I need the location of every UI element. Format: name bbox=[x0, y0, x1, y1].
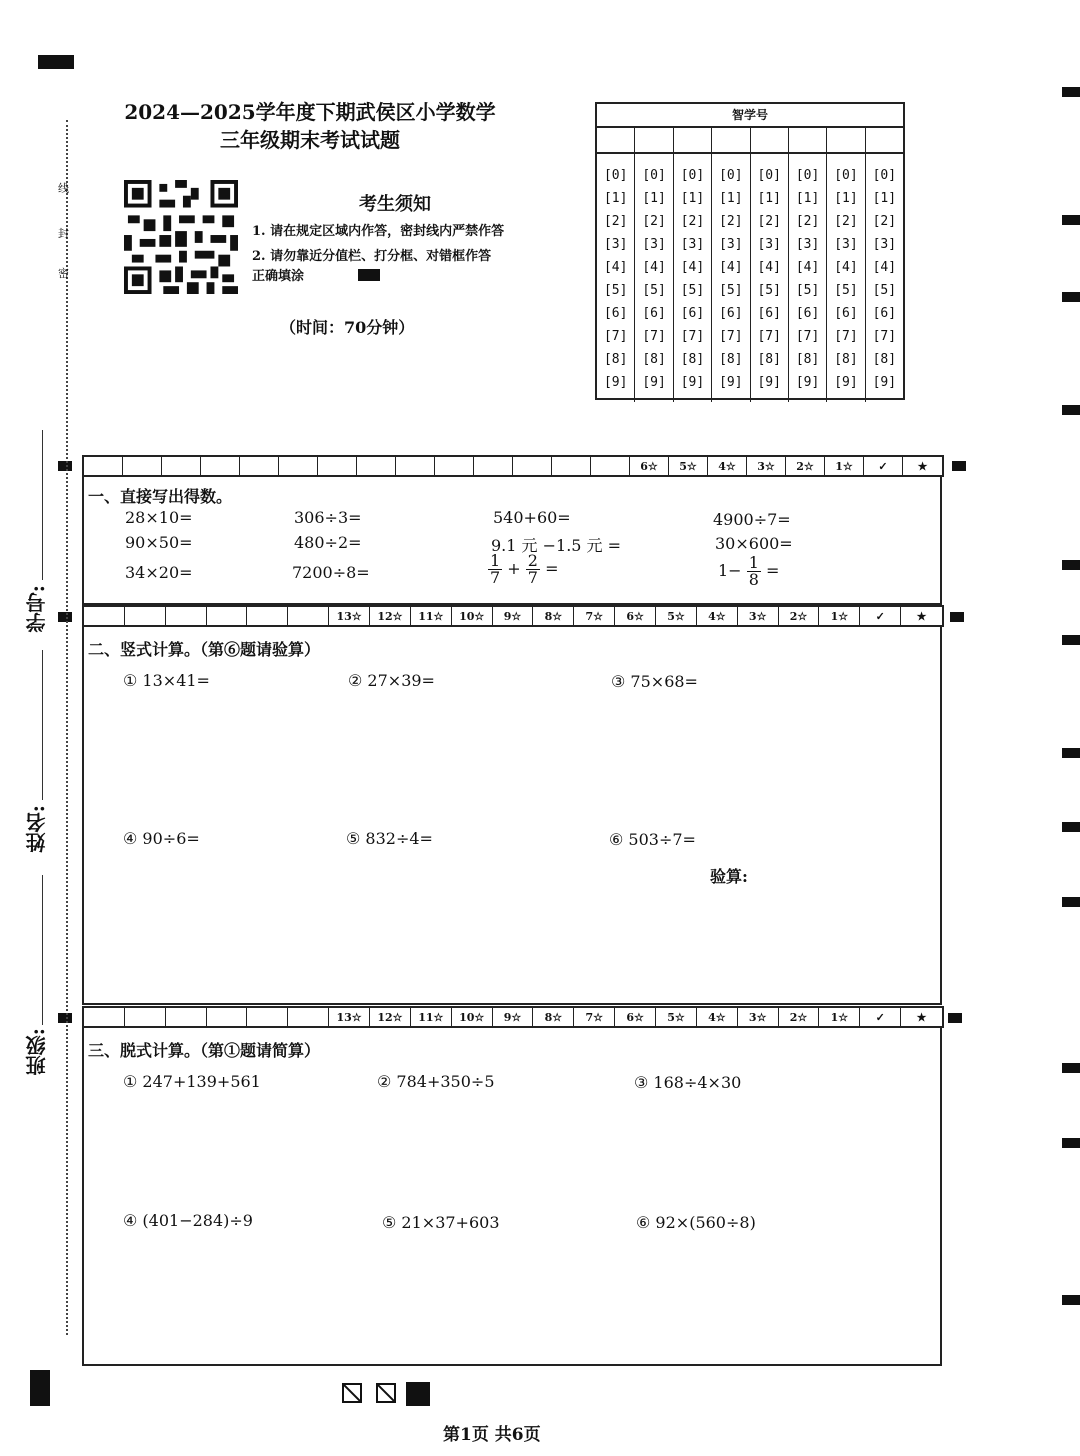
id-digit-bubble[interactable]: [5] bbox=[872, 283, 897, 298]
id-digit-bubble[interactable]: [5] bbox=[834, 283, 858, 298]
question-item: 30×600= bbox=[715, 534, 793, 553]
notice-item: 正确填涂 bbox=[252, 269, 305, 284]
question-item: ③ 75×68= bbox=[611, 672, 698, 691]
score-blank-cell bbox=[396, 457, 435, 475]
score-bar bbox=[82, 1006, 944, 1028]
notice-item: 1. 请在规定区域内作答，密封线内严禁作答 bbox=[252, 224, 505, 239]
score-blank-cell bbox=[207, 1008, 248, 1026]
id-digit-bubble[interactable]: [7] bbox=[719, 329, 743, 344]
id-grid-title: 智学号 bbox=[597, 104, 903, 128]
id-digit-bubble[interactable]: [2] bbox=[603, 214, 628, 229]
score-option-cell[interactable]: 13☆ bbox=[329, 607, 370, 625]
id-digit-bubble[interactable]: [2] bbox=[872, 214, 897, 229]
id-digit-bubble[interactable]: [3] bbox=[603, 237, 628, 252]
id-digit-bubble[interactable]: [4] bbox=[834, 260, 858, 275]
score-option-cell[interactable]: 4☆ bbox=[697, 1008, 738, 1026]
score-option-cell[interactable]: 12☆ bbox=[370, 1008, 411, 1026]
fraction-question bbox=[718, 555, 779, 588]
id-digit-bubble[interactable]: [0] bbox=[603, 168, 628, 183]
timing-mark bbox=[38, 55, 74, 69]
timing-mark bbox=[1062, 87, 1080, 97]
score-bar bbox=[82, 605, 944, 627]
id-digit-bubble[interactable]: [6] bbox=[834, 306, 858, 321]
id-digit-column bbox=[866, 154, 903, 402]
question-item: 9.1 元 −1.5 元 = bbox=[491, 536, 622, 555]
score-option-cell[interactable]: ★ bbox=[917, 459, 928, 473]
timing-mark bbox=[1062, 635, 1080, 645]
id-digit-bubble[interactable]: [9] bbox=[680, 375, 705, 390]
qr-code-icon bbox=[124, 178, 238, 296]
score-option-cell[interactable]: 11☆ bbox=[411, 1008, 452, 1026]
operator: + bbox=[507, 559, 521, 578]
score-option-cell[interactable]: 7☆ bbox=[574, 1008, 615, 1026]
id-digit-bubble[interactable]: [6] bbox=[795, 306, 820, 321]
id-digit-column bbox=[597, 154, 635, 402]
score-option-cell[interactable]: 7☆ bbox=[574, 607, 615, 625]
id-digit-bubble[interactable]: [7] bbox=[795, 329, 820, 344]
score-option-cell[interactable]: 10☆ bbox=[452, 1008, 493, 1026]
id-digit-bubble[interactable]: [0] bbox=[642, 168, 666, 183]
score-option-cell[interactable]: 8☆ bbox=[533, 607, 574, 625]
id-digit-bubble[interactable]: [7] bbox=[872, 329, 897, 344]
id-digit-bubble[interactable]: [6] bbox=[757, 306, 781, 321]
id-digit-bubble[interactable]: [7] bbox=[680, 329, 705, 344]
id-digit-bubble[interactable]: [4] bbox=[872, 260, 897, 275]
score-option-cell[interactable]: 2☆ bbox=[779, 607, 820, 625]
exam-time: （时间：70分钟） bbox=[280, 318, 415, 337]
id-bubble-columns bbox=[597, 154, 903, 402]
denominator: 8 bbox=[748, 570, 759, 589]
id-digit-bubble[interactable]: [3] bbox=[834, 237, 858, 252]
seal-text: 密 bbox=[58, 267, 69, 280]
lead-term: 1− bbox=[718, 561, 742, 580]
question-item: 4900÷7= bbox=[713, 510, 791, 529]
score-blank-cell bbox=[84, 1008, 125, 1026]
score-bar bbox=[82, 455, 944, 477]
score-blank-cell bbox=[201, 457, 240, 475]
id-write-cell[interactable] bbox=[789, 128, 827, 152]
id-digit-bubble[interactable]: [9] bbox=[757, 375, 781, 390]
id-digit-bubble[interactable]: [5] bbox=[795, 283, 820, 298]
slash-icon bbox=[344, 1385, 360, 1401]
score-blank-cell bbox=[247, 1008, 288, 1026]
id-digit-bubble[interactable]: [1] bbox=[834, 191, 858, 206]
score-option-cell[interactable]: 9☆ bbox=[493, 1008, 534, 1026]
denominator: 7 bbox=[490, 568, 501, 587]
score-blank-cell bbox=[162, 457, 201, 475]
score-blank-cell bbox=[240, 457, 279, 475]
id-digit-bubble[interactable]: [7] bbox=[757, 329, 781, 344]
score-option-cell[interactable]: 9☆ bbox=[493, 607, 534, 625]
question-item: 540+60= bbox=[493, 508, 571, 527]
id-digit-bubble[interactable]: [4] bbox=[795, 260, 820, 275]
timing-mark bbox=[952, 461, 966, 471]
id-digit-bubble[interactable]: [9] bbox=[795, 375, 820, 390]
student-no-label: 学号: bbox=[25, 585, 49, 633]
id-digit-bubble[interactable]: [8] bbox=[603, 352, 628, 367]
id-digit-bubble[interactable]: [3] bbox=[642, 237, 666, 252]
id-digit-column bbox=[674, 154, 712, 402]
id-digit-bubble[interactable]: [2] bbox=[680, 214, 705, 229]
section-2-box bbox=[82, 627, 942, 1005]
timing-mark bbox=[1062, 215, 1080, 225]
id-digit-bubble[interactable]: [3] bbox=[795, 237, 820, 252]
id-digit-bubble[interactable]: [1] bbox=[719, 191, 743, 206]
timing-mark bbox=[950, 612, 964, 622]
id-digit-bubble[interactable]: [1] bbox=[680, 191, 705, 206]
id-digit-bubble[interactable]: [0] bbox=[795, 168, 820, 183]
id-digit-column bbox=[751, 154, 789, 402]
notice-item: 2. 请勿靠近分值栏、打分框、对错框作答 bbox=[252, 249, 492, 264]
score-blank-cell bbox=[288, 1008, 329, 1026]
score-blank-cell bbox=[166, 1008, 207, 1026]
id-digit-bubble[interactable]: [9] bbox=[603, 375, 628, 390]
question-item: ② 27×39= bbox=[348, 671, 435, 690]
id-write-cell[interactable] bbox=[597, 128, 635, 152]
id-digit-bubble[interactable]: [0] bbox=[680, 168, 705, 183]
score-blank-cell bbox=[435, 457, 474, 475]
timing-mark bbox=[1062, 1295, 1080, 1305]
id-write-cell[interactable] bbox=[674, 128, 712, 152]
score-option-cell[interactable]: 8☆ bbox=[533, 1008, 574, 1026]
question-item: ③ 168÷4×30 bbox=[634, 1073, 742, 1092]
id-digit-bubble[interactable]: [9] bbox=[719, 375, 743, 390]
score-option-cell[interactable]: 13☆ bbox=[329, 1008, 370, 1026]
numerator: 1 bbox=[490, 551, 501, 570]
id-digit-bubble[interactable]: [7] bbox=[603, 329, 628, 344]
score-blank-cell bbox=[279, 457, 318, 475]
score-option-cell[interactable]: 11☆ bbox=[411, 607, 452, 625]
denominator: 7 bbox=[527, 568, 538, 587]
seal-line bbox=[66, 120, 68, 1335]
score-option-cell[interactable]: 1☆ bbox=[819, 1008, 860, 1026]
id-digit-bubble[interactable]: [3] bbox=[757, 237, 781, 252]
class-line[interactable] bbox=[42, 875, 43, 1025]
id-digit-bubble[interactable]: [8] bbox=[834, 352, 858, 367]
id-digit-bubble[interactable]: [8] bbox=[757, 352, 781, 367]
id-digit-bubble[interactable]: [7] bbox=[834, 329, 858, 344]
id-digit-bubble[interactable]: [3] bbox=[680, 237, 705, 252]
score-blank-cell bbox=[357, 457, 396, 475]
score-option-cell[interactable]: 6☆ bbox=[615, 607, 656, 625]
id-write-row[interactable] bbox=[597, 128, 903, 154]
slash-icon bbox=[378, 1385, 394, 1401]
question-item: ② 784+350÷5 bbox=[377, 1072, 495, 1091]
timing-mark bbox=[1062, 292, 1080, 302]
question-item: 480÷2= bbox=[294, 533, 362, 552]
id-write-cell[interactable] bbox=[712, 128, 750, 152]
score-option-cell[interactable]: 3☆ bbox=[747, 457, 786, 475]
id-digit-bubble[interactable]: [2] bbox=[834, 214, 858, 229]
timing-mark bbox=[948, 1013, 962, 1023]
id-digit-bubble[interactable]: [6] bbox=[603, 306, 628, 321]
score-blank-cell bbox=[288, 607, 329, 625]
question-item: ⑥ 92×(560÷8) bbox=[636, 1213, 756, 1232]
id-digit-bubble[interactable]: [9] bbox=[872, 375, 897, 390]
id-write-cell[interactable] bbox=[827, 128, 865, 152]
score-blank-cell bbox=[84, 457, 123, 475]
score-option-cell[interactable]: 3☆ bbox=[738, 1008, 779, 1026]
id-digit-bubble[interactable]: [6] bbox=[680, 306, 705, 321]
id-digit-bubble[interactable]: [4] bbox=[603, 260, 628, 275]
question-item: 7200÷8= bbox=[292, 563, 370, 582]
timing-mark bbox=[1062, 897, 1080, 907]
id-digit-bubble[interactable]: [8] bbox=[719, 352, 743, 367]
timing-mark bbox=[1062, 1138, 1080, 1148]
score-option-cell[interactable]: 5☆ bbox=[656, 607, 697, 625]
id-digit-bubble[interactable]: [2] bbox=[719, 214, 743, 229]
exam-title-line1: 2024—2025学年度下期武侯区小学数学 bbox=[124, 100, 496, 124]
id-write-cell[interactable] bbox=[635, 128, 673, 152]
timing-mark bbox=[30, 1370, 50, 1406]
timing-mark bbox=[1062, 560, 1080, 570]
score-option-cell[interactable]: 4☆ bbox=[697, 607, 738, 625]
notice-title: 考生须知 bbox=[359, 194, 431, 215]
student-no-line[interactable] bbox=[42, 430, 43, 580]
score-option-cell[interactable]: 10☆ bbox=[452, 607, 493, 625]
id-digit-bubble[interactable]: [8] bbox=[872, 352, 897, 367]
score-option-cell[interactable]: 5☆ bbox=[656, 1008, 697, 1026]
equals: = bbox=[545, 559, 559, 578]
question-item: 90×50= bbox=[125, 533, 193, 552]
id-digit-bubble[interactable]: [4] bbox=[719, 260, 743, 275]
timing-mark bbox=[1062, 1063, 1080, 1073]
timing-mark bbox=[1062, 822, 1080, 832]
score-blank-cell bbox=[247, 607, 288, 625]
id-digit-bubble[interactable]: [8] bbox=[642, 352, 666, 367]
name-label: 姓名: bbox=[25, 805, 49, 853]
sample-box-icon bbox=[342, 1383, 362, 1403]
id-digit-column bbox=[712, 154, 750, 402]
score-blank-cell bbox=[123, 457, 162, 475]
seal-text: 线 bbox=[58, 182, 69, 195]
score-option-cell[interactable]: 1☆ bbox=[819, 607, 860, 625]
id-digit-column bbox=[635, 154, 673, 402]
question-item: 306÷3= bbox=[294, 508, 362, 527]
check-label: 验算: bbox=[710, 867, 748, 886]
id-digit-bubble[interactable]: [1] bbox=[795, 191, 820, 206]
id-digit-bubble[interactable]: [5] bbox=[603, 283, 628, 298]
exam-title-line2: 三年级期末考试试题 bbox=[220, 128, 400, 152]
section-3-title: 三、脱式计算。（第①题请简算） bbox=[88, 1041, 321, 1060]
question-item: ④ (401−284)÷9 bbox=[123, 1211, 253, 1230]
score-blank-cell bbox=[207, 607, 248, 625]
id-digit-bubble[interactable]: [4] bbox=[680, 260, 705, 275]
timing-mark bbox=[1062, 405, 1080, 415]
id-digit-bubble[interactable]: [1] bbox=[872, 191, 897, 206]
id-digit-bubble[interactable]: [5] bbox=[757, 283, 781, 298]
id-digit-bubble[interactable]: [1] bbox=[757, 191, 781, 206]
id-digit-bubble[interactable]: [5] bbox=[642, 283, 666, 298]
id-digit-bubble[interactable]: [1] bbox=[642, 191, 666, 206]
score-blank-cell bbox=[474, 457, 513, 475]
score-option-cell[interactable]: 5☆ bbox=[669, 457, 708, 475]
student-id-grid bbox=[595, 102, 905, 400]
question-item: ④ 90÷6= bbox=[123, 829, 200, 848]
fraction-question bbox=[488, 553, 558, 586]
id-digit-bubble[interactable]: [6] bbox=[719, 306, 743, 321]
id-digit-bubble[interactable]: [7] bbox=[642, 329, 666, 344]
score-option-cell[interactable]: 1☆ bbox=[825, 457, 864, 475]
id-digit-bubble[interactable]: [2] bbox=[795, 214, 820, 229]
id-digit-bubble[interactable]: [0] bbox=[834, 168, 858, 183]
score-option-cell[interactable]: 2☆ bbox=[786, 457, 825, 475]
question-item: ① 247+139+561 bbox=[123, 1072, 261, 1091]
score-blank-cell bbox=[84, 607, 125, 625]
timing-mark bbox=[58, 461, 72, 471]
question-item: 34×20= bbox=[125, 563, 193, 582]
score-option-cell[interactable]: 6☆ bbox=[630, 457, 669, 475]
id-digit-bubble[interactable]: [0] bbox=[719, 168, 743, 183]
name-line[interactable] bbox=[42, 650, 43, 800]
id-digit-bubble[interactable]: [4] bbox=[642, 260, 666, 275]
id-digit-bubble[interactable]: [3] bbox=[872, 237, 897, 252]
numerator: 2 bbox=[527, 551, 538, 570]
score-option-cell[interactable]: 6☆ bbox=[615, 1008, 656, 1026]
id-write-cell[interactable] bbox=[866, 128, 903, 152]
numerator: 1 bbox=[748, 553, 759, 572]
question-item: 28×10= bbox=[125, 508, 193, 527]
score-option-cell[interactable]: 2☆ bbox=[779, 1008, 820, 1026]
score-option-cell[interactable]: ★ bbox=[916, 609, 927, 623]
id-digit-bubble[interactable]: [6] bbox=[872, 306, 897, 321]
id-digit-bubble[interactable]: [0] bbox=[757, 168, 781, 183]
id-write-cell[interactable] bbox=[751, 128, 789, 152]
question-item: ⑤ 21×37+603 bbox=[382, 1213, 500, 1232]
timing-mark bbox=[58, 612, 72, 622]
score-blank-cell bbox=[318, 457, 357, 475]
id-digit-bubble[interactable]: [5] bbox=[719, 283, 743, 298]
equals: = bbox=[765, 561, 780, 580]
id-digit-bubble[interactable]: [9] bbox=[642, 375, 666, 390]
seal-text: 封 bbox=[58, 227, 69, 240]
id-digit-column bbox=[827, 154, 865, 402]
score-blank-cell bbox=[591, 457, 630, 475]
score-option-cell[interactable]: ✓ bbox=[860, 1008, 901, 1026]
score-blank-cell bbox=[166, 607, 207, 625]
score-blank-cell bbox=[552, 457, 591, 475]
id-digit-bubble[interactable]: [0] bbox=[872, 168, 897, 183]
class-label: 班级: bbox=[25, 1028, 49, 1076]
filled-box-mark bbox=[406, 1382, 430, 1406]
section-1-title: 一、直接写出得数。 bbox=[88, 487, 233, 506]
id-digit-bubble[interactable]: [5] bbox=[680, 283, 705, 298]
question-item: ① 13×41= bbox=[123, 671, 210, 690]
section-2-title: 二、竖式计算。（第⑥题请验算） bbox=[88, 640, 321, 659]
id-digit-bubble[interactable]: [4] bbox=[757, 260, 781, 275]
timing-mark bbox=[58, 1013, 72, 1023]
id-digit-bubble[interactable]: [8] bbox=[680, 352, 705, 367]
timing-mark bbox=[1062, 748, 1080, 758]
score-option-cell[interactable]: 3☆ bbox=[738, 607, 779, 625]
id-digit-bubble[interactable]: [1] bbox=[603, 191, 628, 206]
sample-box-icon bbox=[376, 1383, 396, 1403]
score-blank-cell bbox=[513, 457, 552, 475]
score-blank-cell bbox=[125, 1008, 166, 1026]
id-digit-bubble[interactable]: [3] bbox=[719, 237, 743, 252]
fill-sample-mark bbox=[358, 269, 380, 281]
question-item: ⑥ 503÷7= bbox=[609, 830, 696, 849]
score-option-cell[interactable]: 4☆ bbox=[708, 457, 747, 475]
score-option-cell[interactable]: ★ bbox=[916, 1010, 927, 1024]
id-digit-bubble[interactable]: [2] bbox=[642, 214, 666, 229]
id-digit-bubble[interactable]: [9] bbox=[834, 375, 858, 390]
score-option-cell[interactable]: 12☆ bbox=[370, 607, 411, 625]
id-digit-bubble[interactable]: [6] bbox=[642, 306, 666, 321]
score-blank-cell bbox=[125, 607, 166, 625]
id-digit-column bbox=[789, 154, 827, 402]
id-digit-bubble[interactable]: [2] bbox=[757, 214, 781, 229]
score-option-cell[interactable]: ✓ bbox=[860, 607, 901, 625]
question-item: ⑤ 832÷4= bbox=[346, 829, 433, 848]
id-digit-bubble[interactable]: [8] bbox=[795, 352, 820, 367]
score-option-cell[interactable]: ✓ bbox=[864, 457, 903, 475]
page-number: 第1页 共6页 bbox=[443, 1425, 541, 1445]
